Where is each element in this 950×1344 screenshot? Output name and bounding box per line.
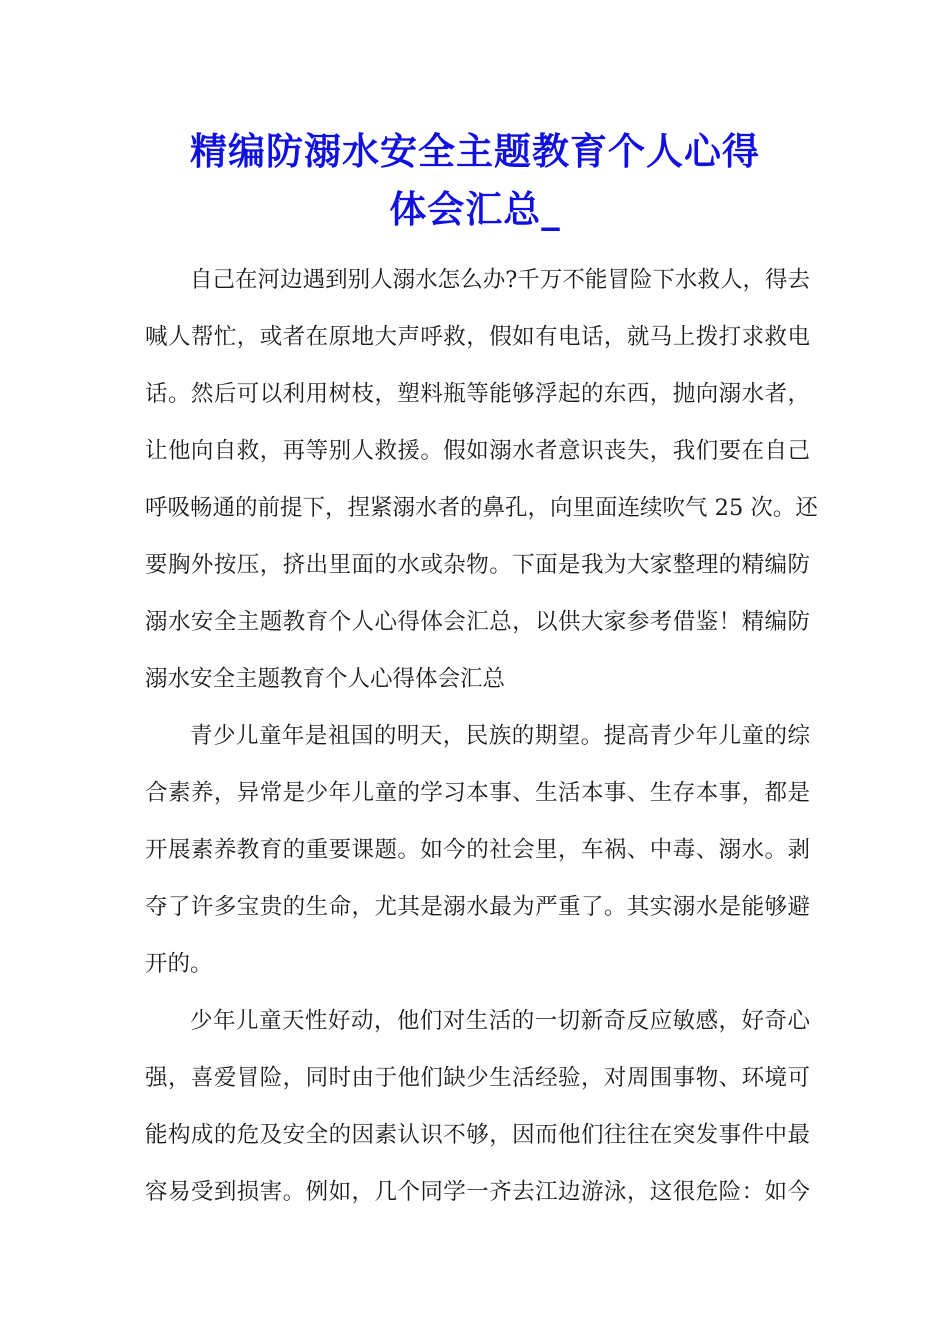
- paragraph-line: 容易受到损害。例如，几个同学一齐去江边游泳，这很危险：如今: [145, 1179, 810, 1205]
- paragraph-2: [145, 708, 810, 993]
- paragraph-line: 溺水安全主题教育个人心得体会汇总，以供大家参考借鉴！精编防: [145, 609, 810, 635]
- paragraph-line: 喊人帮忙，或者在原地大声呼救，假如有电话，就马上拨打求救电: [145, 324, 810, 350]
- paragraph-line: 少年儿童天性好动，他们对生活的一切新奇反应敏感，好奇心: [190, 1008, 810, 1034]
- paragraph-line: 开的。: [145, 951, 213, 977]
- paragraph-line: 开展素养教育的重要课题。如今的社会里，车祸、中毒、溺水。剥: [145, 837, 810, 863]
- paragraph-line: 让他向自救，再等别人救援。假如溺水者意识丧失，我们要在自己: [145, 438, 810, 464]
- paragraph-line: 话。然后可以利用树枝，塑料瓶等能够浮起的东西，抛向溺水者，: [145, 381, 810, 407]
- paragraph-line: 合素养，异常是少年儿童的学习本事、生活本事、生存本事，都是: [145, 780, 810, 806]
- paragraph-line: 强，喜爱冒险，同时由于他们缺少生活经验，对周围事物、环境可: [145, 1065, 810, 1091]
- paragraph-line: 能构成的危及安全的因素认识不够，因而他们往往在突发事件中最: [145, 1122, 810, 1148]
- title-line-2: 体会汇总_: [389, 187, 561, 231]
- paragraph-3: [145, 993, 810, 1221]
- paragraph-line: 自己在河边遇到别人溺水怎么办?千万不能冒险下水救人，得去: [190, 267, 810, 293]
- paragraph-line: 溺水安全主题教育个人心得体会汇总: [145, 666, 506, 692]
- paragraph-line: 要胸外按压，挤出里面的水或杂物。下面是我为大家整理的精编防: [145, 552, 810, 578]
- document-title: [100, 122, 850, 238]
- paragraph-1: [145, 252, 818, 708]
- document-body: [145, 252, 818, 1221]
- paragraph-line: 呼吸畅通的前提下，捏紧溺水者的鼻孔，向里面连续吹气 25 次。还: [145, 495, 818, 521]
- title-line-1: 精编防溺水安全主题教育个人心得: [190, 129, 760, 173]
- paragraph-line: 青少儿童年是祖国的明天，民族的期望。提高青少年儿童的综: [190, 723, 810, 749]
- paragraph-line: 夺了许多宝贵的生命，尤其是溺水最为严重了。其实溺水是能够避: [145, 894, 810, 920]
